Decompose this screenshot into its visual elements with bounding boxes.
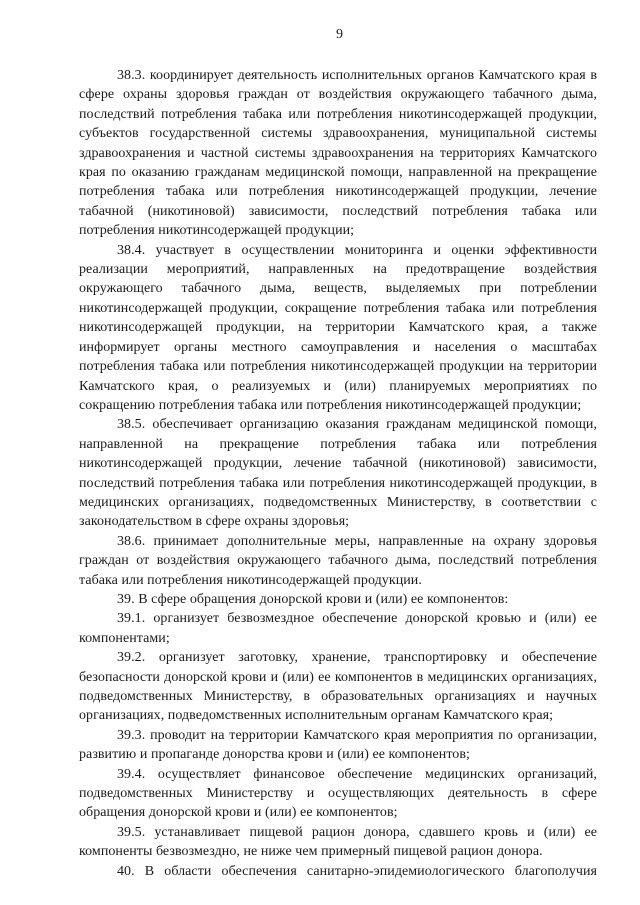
paragraph-38-5: 38.5. обеспечивает организацию оказания гражданам медицинской помощи, направленной на прекращение потребления табака или потребления никотинсодержащей продукции, лечение табачной (никотиновой) зависимости, последствий потребления табака или потребления никотинсодержащей продукции, в медицинских организациях, подведомственных Министерству, в соответствии с законодательством в сфере охраны здоровья; [79,417,597,530]
document-page [79,26,597,881]
paragraph-39-4: 39.4. осуществляет финансовое обеспечение медицинских организаций, подведомственных Министерству и осуществляющих деятельность в сфере обращения донорской крови и (или) ее компонентов; [79,766,597,821]
paragraph-38-6: 38.6. принимает дополнительные меры, направленные на охрану здоровья граждан от воздействия окружающего табачного дыма, последствий потребления табака или потребления никотинсодержащей продукции. [79,533,597,588]
paragraph-39: 39. В сфере обращения донорской крови и (или) ее компонентов: [117,591,509,607]
paragraph-40: 40. В области обеспечения санитарно-эпидемиологического благополучия [117,863,597,879]
paragraph-38-4: 38.4. участвует в осуществлении мониторинга и оценки эффективности реализации мероприятий, направленных на предотвращение воздействия окружающего табачного дыма, веществ, выделяемых при потреблении никотинсодержащей продукции, сокращение потребления табака или потребления никотинсодержащей продукции, на территории Камчатского края, а также информирует органы местного самоуправления и населения о масштабах потребления табака или потребления никотинсодержащей продукции на территории Камчатского края, о реализуемых и (или) планируемых мероприятиях по сокращению потребления табака или потребления никотинсодержащей продукции; [79,242,597,413]
page-number: 9 [336,27,343,42]
paragraph-39-3: 39.3. проводит на территории Камчатского края мероприятия по организации, развитию и пропаганде донорства крови и (или) ее компонентов; [79,727,597,763]
paragraph-39-2: 39.2. организует заготовку, хранение, транспортировку и обеспечение безопасности донорской крови и (или) ее компонентов в медицинских организациях, подведомственных Министерству, в образовательных организациях и научных организациях, подведомственных исполнительным органам Камчатского края; [79,650,597,724]
paragraph-39-1: 39.1. организует безвозмездное обеспечение донорской кровью и (или) ее компонентами; [79,611,597,646]
paragraph-38-3: 38.3. координирует деятельность исполнительных органов Камчатского края в сфере охраны здоровья граждан от воздействия окружающего табачного дыма, последствий потребления табака или потребления никотинсодержащей продукции, субъектов государственной системы здравоохранения, муниципальной системы здравоохранения и частной системы здравоохранения на территориях Камчатского края по оказанию гражданам медицинской помощи, направленной на прекращение потребления табака или потребления никотинсодержащей продукции, лечение табачной (никотиновой) зависимости, последствий потребления табака или потребления никотинсодержащей продукции; [79,68,597,239]
paragraph-39-5: 39.5. устанавливает пищевой рацион донора, сдавшего кровь и (или) ее компоненты безвозмездно, не ниже чем примерный пищевой рацион донора. [79,824,597,860]
